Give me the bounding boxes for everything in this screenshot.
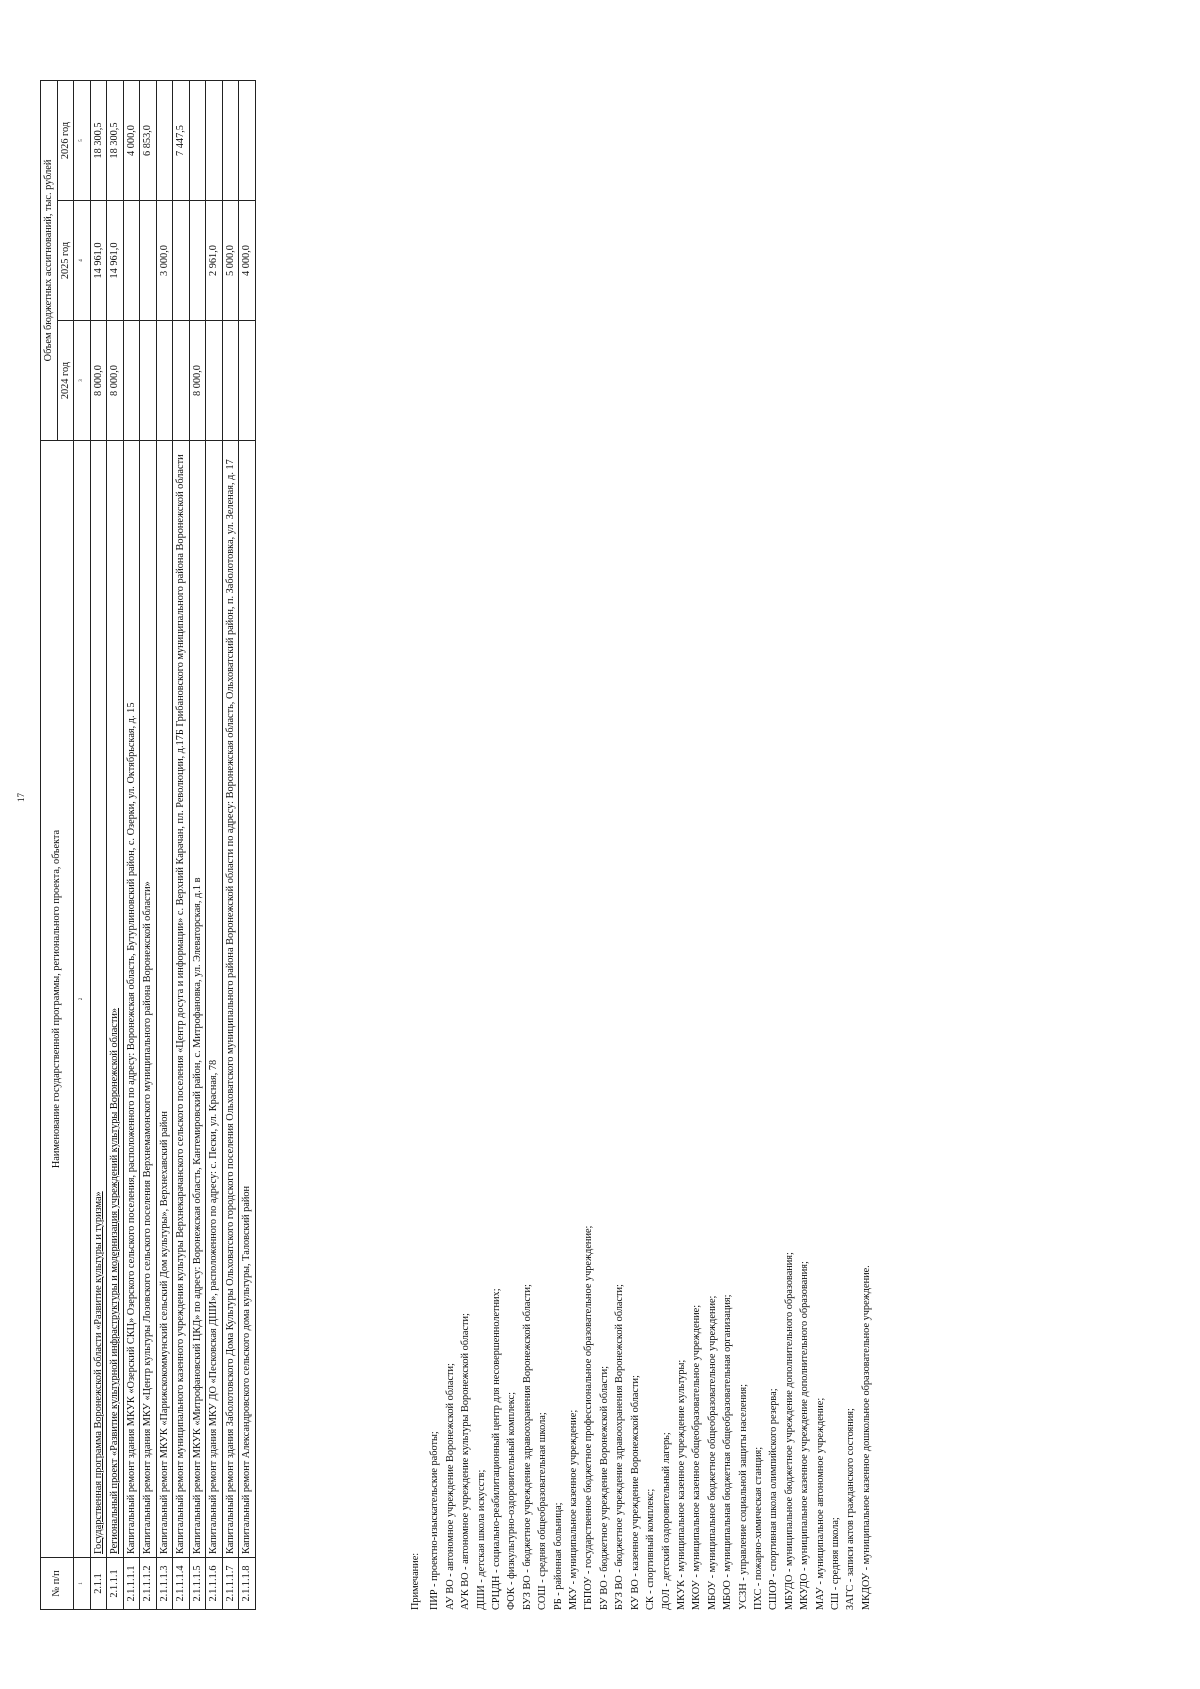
row-no: 2.1.1.1.3	[156, 1558, 173, 1610]
row-2024: 8 000,0	[189, 321, 206, 441]
header-name: Наименование государственной программы, регионального проекта, объекта	[41, 441, 74, 1558]
row-2025: 4 000,0	[239, 201, 256, 321]
row-no: 2.1.1.1.8	[239, 1558, 256, 1610]
note-item: АУК ВО - автономное учреждение культуры Воронежской области;	[460, 1313, 472, 1610]
rotated-page	[16, 80, 1120, 1610]
header-2024: 2024 год	[57, 321, 74, 441]
row-2025	[140, 201, 157, 321]
note-item: СШОР - спортивная школа олимпийского резерва;	[768, 1388, 780, 1610]
notes-title: Примечание:	[410, 1552, 421, 1610]
row-2026	[156, 81, 173, 201]
budget-table	[40, 80, 256, 1610]
note-item: СРЦДН - социально-реабилитационный центр для несовершеннолетних;	[491, 1288, 503, 1610]
table-row	[239, 81, 256, 1610]
note-item: МБУДО - муниципальное бюджетное учреждение дополнительного образования;	[783, 1252, 795, 1610]
table-row	[156, 81, 173, 1610]
note-item: МКОУ - муниципальное казенное общеобразовательное учреждение;	[691, 1304, 703, 1610]
row-no: 2.1.1.1.4	[173, 1558, 190, 1610]
note-item: СОШ - средняя общеобразовательная школа;	[537, 1412, 549, 1610]
header-volume: Объем бюджетных ассигнований, тыс. рублей	[41, 81, 58, 441]
row-2024: 8 000,0	[90, 321, 107, 441]
row-no: 2.1.1	[90, 1558, 107, 1610]
row-name: Капитальный ремонт здания МКУ «Центр культуры Лозовского сельского поселения Верхнемамонского муниципального района Воронежской области»	[140, 441, 157, 1558]
note-item: ПХС - пожарно-химическая станция;	[752, 1446, 764, 1610]
row-no: 2.1.1.1.6	[206, 1558, 223, 1610]
note-item: СК - спортивный комплекс;	[645, 1488, 657, 1610]
row-name: Капитальный ремонт МКУК «Митрофановский ЦКД» по адресу: Воронежская область, Кантемировский район, с. Митрофановка, ул. Элеваторская, д.1 в	[189, 441, 206, 1558]
table-row	[222, 81, 239, 1610]
note-item: МКУ - муниципальное казенное учреждение;	[568, 1409, 580, 1610]
row-2025: 2 961,0	[206, 201, 223, 321]
row-2026	[206, 81, 223, 201]
row-no: 2.1.1.1.1	[123, 1558, 140, 1610]
note-item: БУЗ ВО - бюджетное учреждение здравоохранения Воронежской области;	[614, 1284, 626, 1610]
note-item: КУ ВО - казенное учреждение Воронежской области;	[629, 1375, 641, 1610]
note-item: УСЗН - управление социальной защиты населения;	[737, 1383, 749, 1610]
page-number: 17	[16, 793, 26, 802]
row-no: 2.1.1.1.2	[140, 1558, 157, 1610]
row-name: Региональный проект «Развитие культурной инфраструктуры и модернизация учреждений культуры Воронежской области»	[107, 441, 124, 1558]
table-row	[173, 81, 190, 1610]
column-number: 4	[74, 201, 91, 321]
row-2025: 3 000,0	[156, 201, 173, 321]
note-item: СШ - средняя школа;	[829, 1517, 841, 1610]
note-item: МКДОУ - муниципальное казенное дошкольное образовательное учреждение.	[860, 1265, 872, 1610]
row-2025	[123, 201, 140, 321]
note-item: ДШИ - детская школа искусств;	[475, 1469, 487, 1610]
note-item: ФОК - физкультурно-оздоровительный комплекс;	[506, 1392, 518, 1610]
note-item: ДОЛ - детский оздоровительный лагерь;	[660, 1432, 672, 1610]
row-name: Капитальный ремонт муниципального казенного учреждения культуры Верхнекарачанского сельского поселения «Центр досуга и информации» с. Верхний Карачан, пл. Революции, д.17Б Грибановского муниципального района Воронежской области	[173, 441, 190, 1558]
row-name: Капитальный ремонт здания МКУК «Озерский СКЦ» Озерского сельского поселения, расположенного по адресу: Воронежская область, Бутурлиновский район, с. Озерки, ул. Октябрьская, д. 15	[123, 441, 140, 1558]
header-2025: 2025 год	[57, 201, 74, 321]
row-2026: 18 300,5	[90, 81, 107, 201]
note-item: ЗАГС - записи актов гражданского состояния;	[845, 1408, 857, 1610]
column-number: 5	[74, 81, 91, 201]
header-2026: 2026 год	[57, 81, 74, 201]
row-2026: 6 853,0	[140, 81, 157, 201]
row-2026: 4 000,0	[123, 81, 140, 201]
note-item: МАУ - муниципальное автономное учреждение;	[814, 1397, 826, 1610]
row-2024	[206, 321, 223, 441]
row-2024	[140, 321, 157, 441]
row-no: 2.1.1.1.7	[222, 1558, 239, 1610]
row-name: Капитальный ремонт Александровского сельского дома культуры, Таловский район	[239, 441, 256, 1558]
row-2024	[239, 321, 256, 441]
note-item: БУ ВО - бюджетное учреждение Воронежской области;	[598, 1366, 610, 1610]
table-row	[123, 81, 140, 1610]
row-2025: 5 000,0	[222, 201, 239, 321]
row-name: Капитальный ремонт здания Заболотовского Дома Культуры Ольховатского городского поселения Ольховатского муниципального района Воронежской области по адресу: Воронежская область, Ольховатский район, п. Заболотовка, ул. Зеленая, д. 17	[222, 441, 239, 1558]
row-no: 2.1.1.1	[107, 1558, 124, 1610]
note-item: МКУК - муниципальное казенное учреждение культуры;	[675, 1359, 687, 1610]
column-number: 1	[74, 1558, 91, 1610]
row-2025	[189, 201, 206, 321]
note-item: МБОУ - муниципальное бюджетное общеобразовательное учреждение;	[706, 1295, 718, 1610]
note-item: МБОО - муниципальная бюджетная общеобразовательная организация;	[722, 1294, 734, 1610]
note-item: БУЗ ВО - бюджетное учреждение здравоохранения Воронежской области;	[521, 1284, 533, 1610]
row-no: 2.1.1.1.5	[189, 1558, 206, 1610]
note-item: РБ - районная больница;	[552, 1502, 564, 1610]
row-2026	[222, 81, 239, 201]
table-row	[189, 81, 206, 1610]
row-2025: 14 961,0	[90, 201, 107, 321]
row-2024	[222, 321, 239, 441]
row-2024	[123, 321, 140, 441]
note-item: АУ ВО - автономное учреждение Воронежской области;	[444, 1363, 456, 1610]
row-2026	[189, 81, 206, 201]
row-2025: 14 961,0	[107, 201, 124, 321]
note-item: ПИР - проектно-изыскательские работы;	[429, 1431, 441, 1610]
row-2024	[173, 321, 190, 441]
row-2026	[239, 81, 256, 201]
row-name: Государственная программа Воронежской области «Развитие культуры и туризма»	[90, 441, 107, 1558]
row-name: Капитальный ремонт здания МКУ ДО «Песковская ДШИ», расположенного по адресу: с. Пески, ул. Красная, 78	[206, 441, 223, 1558]
row-2025	[173, 201, 190, 321]
row-2026: 7 447,5	[173, 81, 190, 201]
row-2026: 18 300,5	[107, 81, 124, 201]
note-item: МКУДО - муниципальное казенное учреждение дополнительного образования;	[799, 1261, 811, 1610]
column-number: 2	[74, 441, 91, 1558]
note-item: ГБПОУ - государственное бюджетное профессиональное образовательное учреждение;	[583, 1225, 595, 1610]
column-number: 3	[74, 321, 91, 441]
notes-section	[408, 110, 874, 1610]
row-name: Капитальный ремонт МКУК «Парижскокоммунский сельский Дом культуры», Верхнехавский район	[156, 441, 173, 1558]
table-row	[90, 81, 107, 1610]
header-no: № п/п	[41, 1558, 74, 1610]
row-2024: 8 000,0	[107, 321, 124, 441]
table-row	[140, 81, 157, 1610]
table-row	[206, 81, 223, 1610]
table-row	[107, 81, 124, 1610]
row-2024	[156, 321, 173, 441]
